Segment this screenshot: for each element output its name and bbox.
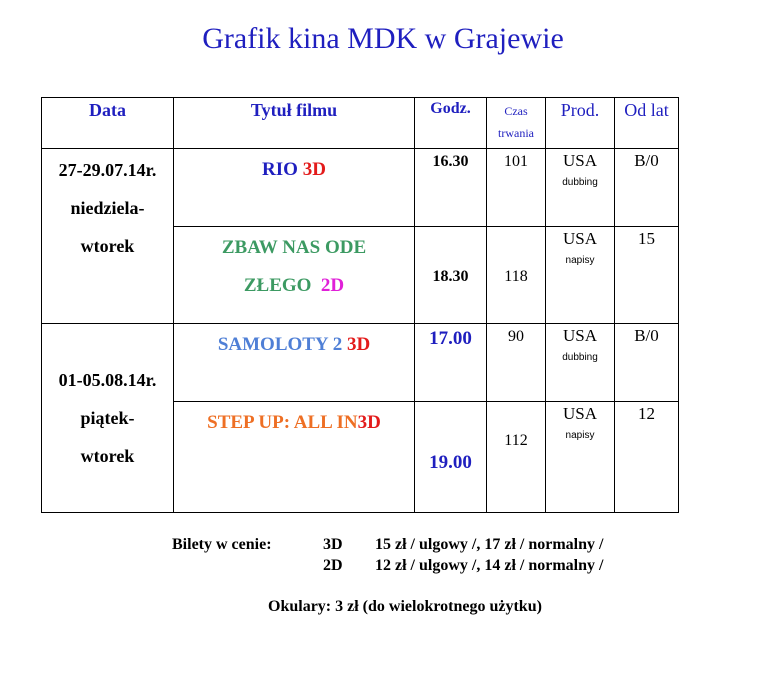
film-title-cell — [174, 149, 415, 227]
film-duration: 90 — [487, 324, 546, 402]
film-format: 3D — [346, 334, 371, 355]
header-hour: Godz. — [415, 98, 487, 149]
film-duration: 112 — [487, 402, 546, 513]
film-version: napisy — [565, 255, 595, 266]
table-row — [42, 324, 679, 402]
film-age: 15 — [615, 227, 679, 324]
header-title: Tytuł filmu — [174, 98, 415, 149]
date-day-from: niedziela- — [70, 198, 145, 218]
schedule-table — [41, 97, 679, 513]
tickets-label: Bilety w cenie: — [172, 536, 272, 553]
tickets-format-2d: 2D — [323, 557, 343, 574]
film-hour: 16.30 — [415, 149, 487, 227]
tickets-price-2d: 12 zł / ulgowy /, 14 zł / normalny / — [375, 557, 604, 574]
film-title-line2: ZŁEGO — [243, 275, 312, 296]
film-prod-cell — [546, 402, 615, 513]
header-row — [42, 98, 679, 149]
film-prod-cell — [546, 227, 615, 324]
header-duration-line2: trwania — [498, 126, 534, 140]
header-duration — [487, 98, 546, 149]
film-title: RIO — [262, 159, 298, 180]
date-day-to: wtorek — [80, 236, 135, 256]
page-title: Grafik kina MDK w Grajewie — [202, 22, 564, 55]
date-range: 27-29.07.14r. — [58, 160, 157, 180]
film-duration: 118 — [487, 227, 546, 324]
film-title: SAMOLOTY 2 — [217, 334, 343, 355]
tickets-format-3d: 3D — [323, 536, 343, 553]
glasses-info: Okulary: 3 zł (do wielokrotnego użytku) — [268, 598, 542, 615]
film-format: 3D — [302, 159, 326, 180]
film-hour: 18.30 — [415, 227, 487, 324]
header-prod: Prod. — [546, 98, 615, 149]
film-prod-cell — [546, 149, 615, 227]
film-title-cell — [174, 402, 415, 513]
date-day-from: piątek- — [80, 408, 135, 428]
film-prod-cell — [546, 324, 615, 402]
film-title-cell — [174, 227, 415, 324]
date-range: 01-05.08.14r. — [58, 370, 157, 390]
film-hour: 19.00 — [415, 402, 487, 513]
film-format: 3D — [357, 412, 381, 433]
table-row — [42, 149, 679, 227]
film-version: dubbing — [562, 177, 598, 188]
date-day-to: wtorek — [80, 446, 135, 466]
film-title-cell — [174, 324, 415, 402]
film-prod: USA — [562, 151, 597, 170]
film-version: napisy — [565, 430, 595, 441]
film-hour: 17.00 — [415, 324, 487, 402]
film-title: STEP UP: ALL IN — [207, 412, 358, 433]
film-version: dubbing — [562, 352, 598, 363]
film-prod: USA — [562, 326, 597, 345]
film-prod: USA — [562, 404, 597, 423]
film-prod: USA — [562, 229, 597, 248]
film-age: 12 — [615, 402, 679, 513]
header-duration-line1: Czas — [504, 104, 528, 118]
film-duration: 101 — [487, 149, 546, 227]
film-format: 2D — [320, 275, 345, 296]
date-cell — [42, 149, 174, 324]
header-data: Data — [42, 98, 174, 149]
date-cell — [42, 324, 174, 513]
film-title-line1: ZBAW NAS ODE — [221, 237, 367, 258]
tickets-price-3d: 15 zł / ulgowy /, 17 zł / normalny / — [375, 536, 604, 553]
header-age: Od lat — [615, 98, 679, 149]
film-age: B/0 — [615, 149, 679, 227]
film-age: B/0 — [615, 324, 679, 402]
